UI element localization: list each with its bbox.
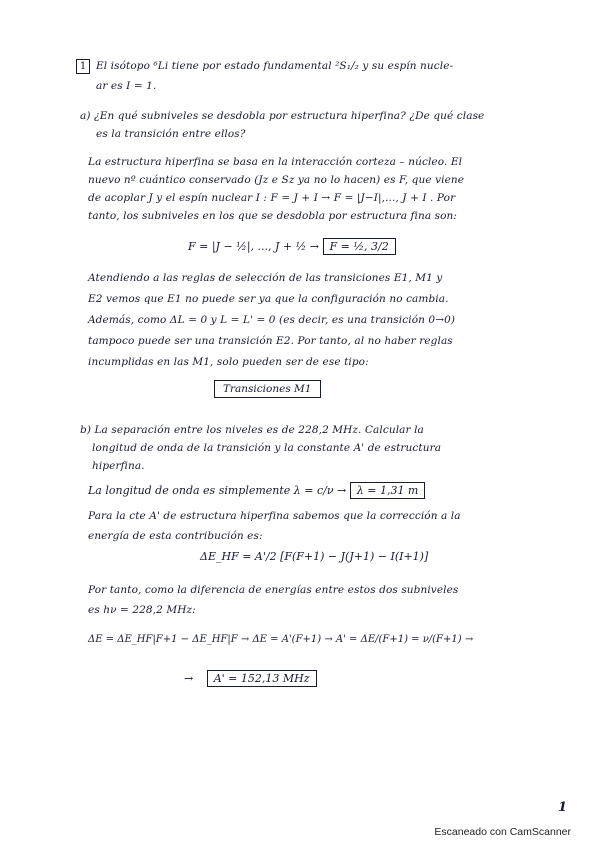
- part-a-answer2-line-5: incumplidas en las M1, solo pueden ser de ese tipo:: [88, 356, 369, 368]
- part-a-answer-line-1: La estructura hiperfina se basa en la interacción corteza – núcleo. El: [88, 156, 463, 168]
- scanner-watermark: Escaneado con CamScanner: [434, 826, 571, 838]
- part-b-question-line-1: b) La separación entre los niveles es de 228,2 MHz. Calcular la: [80, 424, 424, 436]
- derivation-line: ΔE = ΔE_HF|F+1 − ΔE_HF|F → ΔE = A'(F+1) → A' = ΔE/(F+1) = ν/(F+1) →: [88, 634, 474, 645]
- part-a-question-line-2: es la transición entre ellos?: [96, 128, 246, 140]
- part-a-answer2-line-3: Además, como ΔL = 0 y L = L' = 0 (es decir, es una transición 0→0): [88, 314, 456, 326]
- part-a-answer-line-2: nuevo nº cuántico conservado (Jz e Sz ya no lo hacen) es F, que viene: [88, 174, 465, 186]
- final-result-line: [184, 672, 317, 685]
- part-b-answer2-line-2: es hν = 228,2 MHz:: [88, 604, 196, 616]
- f-result-box: F = ½, 3/2: [323, 238, 396, 255]
- part-b-answer-line-1: Para la cte A' de estructura hiperfina sabemos que la corrección a la: [88, 510, 461, 522]
- part-a-answer2-line-4: tampoco puede ser una transición E2. Por tanto, al no haber reglas: [88, 335, 453, 347]
- problem-number-box: 1: [76, 59, 90, 74]
- intro-line-1: El isótopo ⁶Li tiene por estado fundamental ²S₁/₂ y su espín nucle-: [96, 60, 454, 72]
- final-result-box: A' = 152,13 MHz: [207, 670, 317, 687]
- page-number: 1: [557, 800, 567, 815]
- final-arrow: →: [184, 672, 194, 685]
- f-range-equation: F = |J − ½|, ..., J + ½ →: [188, 240, 320, 253]
- part-a-answer-line-4: tanto, los subniveles en los que se desdobla por estructura fina son:: [88, 210, 458, 222]
- part-a-equation: [188, 240, 396, 253]
- lambda-formula: La longitud de onda es simplemente λ = c/ν →: [88, 484, 347, 497]
- part-b-lambda-line: [88, 484, 425, 497]
- part-b-question-line-3: hiperfina.: [92, 460, 145, 472]
- energy-formula: ΔE_HF = A'/2 [F(F+1) − J(J+1) − I(I+1)]: [200, 550, 429, 563]
- part-a-answer2-line-1: Atendiendo a las reglas de selección de las transiciones E1, M1 y: [88, 272, 443, 284]
- intro-line-2: ar es I = 1.: [96, 80, 157, 92]
- part-b-question-line-2: longitud de onda de la transición y la constante A' de estructura: [92, 442, 442, 454]
- part-a-answer-line-3: de acoplar J y el espín nuclear I : F = J + I → F = |J−I|,..., J + I . Por: [88, 192, 456, 204]
- lambda-result-box: λ = 1,31 m: [350, 482, 426, 499]
- part-b-answer-line-2: energía de esta contribución es:: [88, 530, 263, 542]
- part-a-conclusion-box: Transiciones M1: [214, 380, 321, 398]
- part-a-question-line-1: a) ¿En qué subniveles se desdobla por estructura hiperfina? ¿De qué clase: [80, 110, 485, 122]
- part-b-answer2-line-1: Por tanto, como la diferencia de energías entre estos dos subniveles: [88, 584, 459, 596]
- part-a-answer2-line-2: E2 vemos que E1 no puede ser ya que la configuración no cambia.: [88, 293, 449, 305]
